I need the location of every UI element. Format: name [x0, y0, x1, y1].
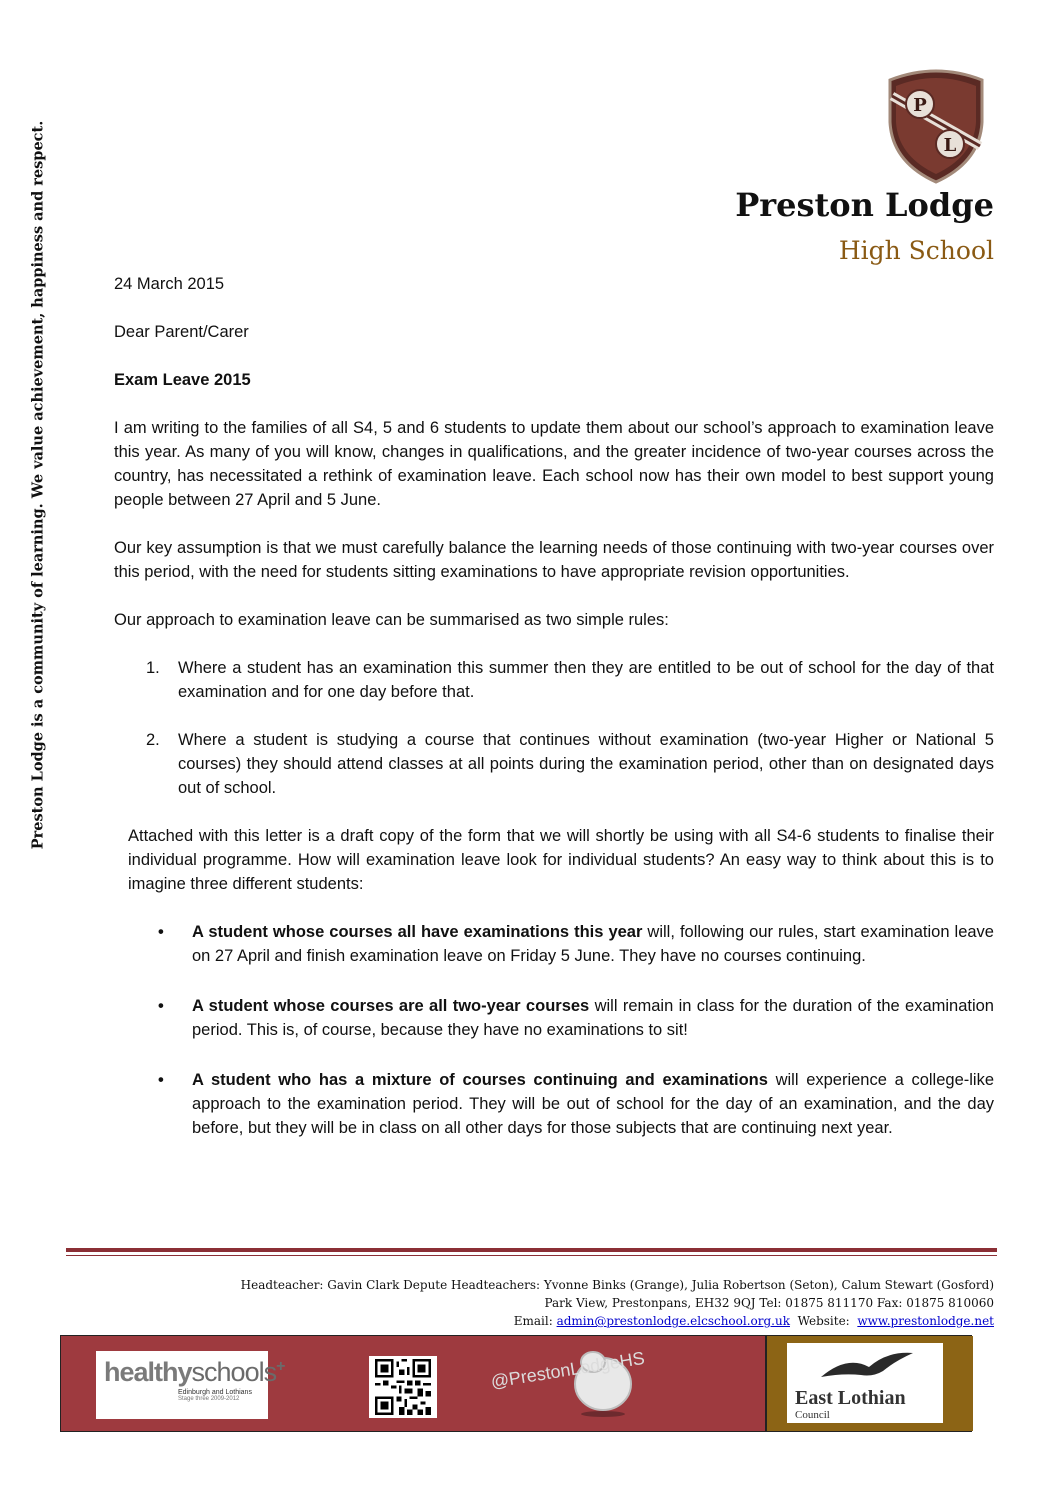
footer-web-line [241, 1312, 994, 1330]
paragraph-intro: I am writing to the families of all S4, 5 and 6 students to update them about our school’s approach to examination leave this year. As many of you will know, changes in qualifications, and the greater incidence of two-year courses across the country, has necessitated a rethink of examination leave. Each school now has their own model to best support young people between 27 April and 5 June. [114, 419, 994, 509]
student-heading: A student who has a mixture of courses continuing and examinations [192, 1071, 768, 1089]
school-subtitle: High School [838, 236, 994, 265]
footer-address-line: Park View, Prestonpans, EH32 9QJ Tel: 01875 811170 Fax: 01875 810060 [544, 1296, 994, 1310]
rule-item [114, 728, 994, 800]
school-name: Preston Lodge [735, 186, 994, 224]
rule-number: 1. [146, 659, 160, 677]
letter-salutation: Dear Parent/Carer [114, 323, 249, 341]
letter-body [114, 272, 994, 1166]
student-item [114, 1068, 994, 1140]
paragraph-rules-intro: Our approach to examination leave can be summarised as two simple rules: [114, 611, 669, 629]
email-label: Email: [513, 1314, 557, 1328]
crest-letter-l: L [943, 135, 957, 156]
footer-staff-line: Headteacher: Gavin Clark Depute Headteachers: Yvonne Binks (Grange), Julia Robertson (Seton), Calum Stewart (Gosford) [240, 1278, 994, 1292]
east-lothian-council-logo: East Lothian Council [787, 1343, 943, 1423]
side-motto [26, 120, 50, 850]
paragraph-attached: Attached with this letter is a draft copy of the form that we will shortly be using with all S4-6 students to finalise their individual programme. How will examination leave look for individual students? An easy way to think about this is to imagine three different students: [128, 827, 994, 893]
students-list [114, 920, 994, 1140]
footer-logo-band [60, 1335, 972, 1432]
twitter-handle-text: @PrestonLodgeHS [489, 1347, 646, 1392]
healthy-schools-logo: healthyschools+ Edinburgh and Lothians Stage three 2009-2012 [96, 1351, 268, 1419]
footer-divider-thick [66, 1248, 997, 1252]
student-text: will, following our rules, start examination leave on 27 April and finish examination leave on Friday 5 June. They have no courses continuing. [192, 923, 994, 965]
crest-letter-p: P [913, 95, 927, 116]
rule-text: Where a student is studying a course that continues without examination (two-year Higher or National 5 courses) they should attend classes at all points during the examination period, other than on designated days out of school. [178, 731, 994, 797]
email-link[interactable]: admin@prestonlodge.elcschool.org.uk [556, 1314, 790, 1328]
student-item [114, 994, 994, 1042]
student-text: will remain in class for the duration of the examination period. This is, of course, because they have no examinations to sit! [192, 997, 994, 1039]
eagle-icon [817, 1347, 917, 1387]
letter-title: Exam Leave 2015 [114, 371, 251, 389]
bullet-glyph: • [158, 923, 164, 941]
student-item [114, 920, 994, 968]
bullet-glyph: • [158, 997, 164, 1015]
side-motto-text: Preston Lodge is a community of learning. We value achievement, happiness and respect. [29, 120, 47, 850]
student-heading: A student whose courses all have examinations this year [192, 923, 643, 941]
paragraph-assumption: Our key assumption is that we must carefully balance the learning needs of those continuing with two-year courses over this period, with the need for students sitting examinations to have appropriate revision opportunities. [114, 539, 994, 581]
student-heading: A student whose courses are all two-year courses [192, 997, 590, 1015]
footer-contact [241, 1276, 994, 1330]
twitter-handle-logo [491, 1342, 701, 1422]
student-text: will experience a college-like approach to the examination period. They will be out of school for the day of an examination, and the day before, but they will be in class on all other days for those subjects that are continuing next year. [192, 1071, 994, 1137]
council-panel [765, 1336, 973, 1431]
rule-number: 2. [146, 731, 160, 749]
website-label: Website: [789, 1314, 858, 1328]
letter-date: 24 March 2015 [114, 275, 225, 293]
footer-divider-thin [66, 1255, 997, 1256]
qr-code-icon [369, 1356, 437, 1418]
bullet-glyph: • [158, 1071, 164, 1089]
school-crest-logo [880, 66, 992, 184]
rule-item [114, 656, 994, 704]
rules-list [114, 656, 994, 800]
rule-text: Where a student has an examination this summer then they are entitled to be out of school for the day of that examination and for one day before that. [178, 659, 994, 701]
website-link[interactable]: www.prestonlodge.net [857, 1314, 994, 1328]
